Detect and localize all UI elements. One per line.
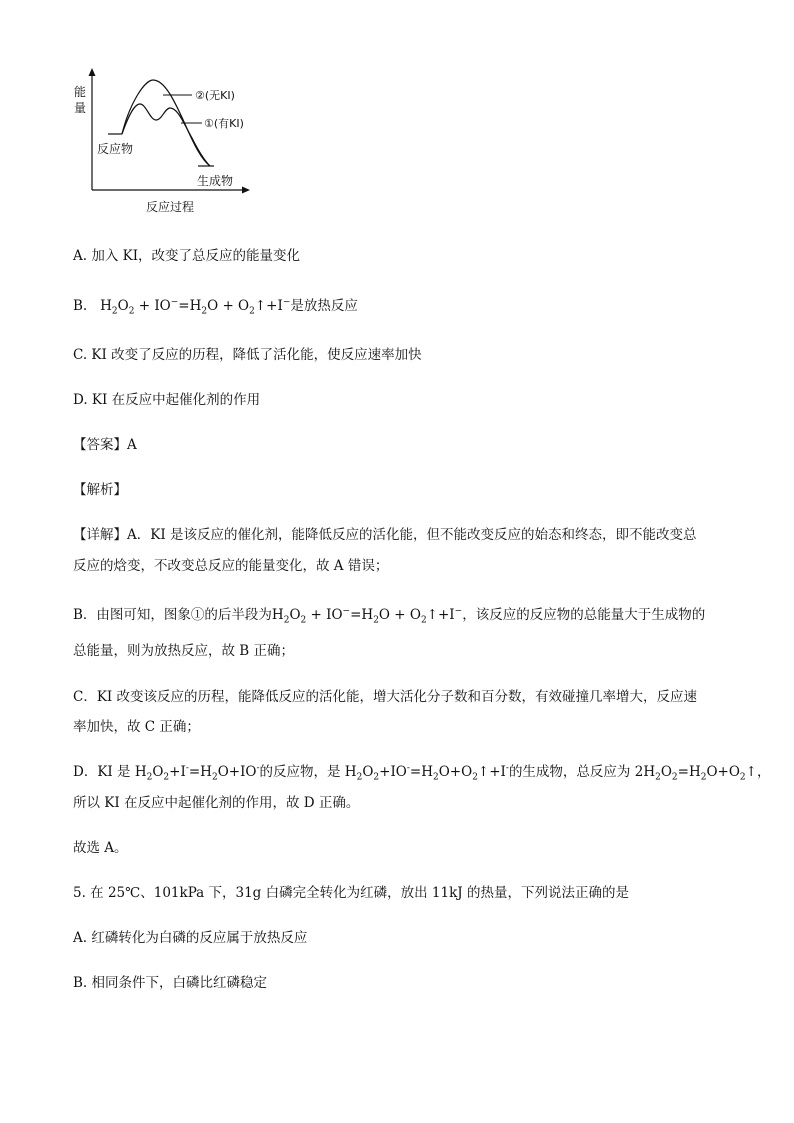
x-axis-label: 反应过程	[146, 200, 195, 214]
option-b-equation: $H_2O_2 + IO^-=H_2O$ + $O_2↑+I^-$	[91, 297, 291, 317]
option-a: A. 加入 KI，改变了总反应的能量变化	[73, 248, 301, 264]
detail-p2-line1-a: B．由图可知，图象①的后半段为	[73, 607, 272, 623]
detail-p2-line1-b: ，该反应的反应物的总能量大于生成物的	[462, 607, 706, 623]
y-axis-label-2: 量	[74, 101, 87, 115]
detail-p4-line2: 所以 KI 在反应中起催化剂的作用，故 D 正确。	[73, 795, 360, 811]
curve-1-with-ki	[122, 104, 210, 166]
q5-option-b: B. 相同条件下，白磷比红磷稳定	[73, 975, 268, 991]
detail-p1-line1: 【详解】A．KI 是该反应的催化剂，能降低反应的活化能，但不能改变反应的始态和终态，即不能改变总	[73, 527, 697, 543]
detail-p2-line2: 总能量，则为放热反应，故 B 正确；	[73, 643, 295, 659]
x-axis-arrow	[242, 187, 250, 194]
option-b	[73, 297, 358, 315]
option-b-prefix: B.	[73, 298, 88, 314]
analysis-tag: 【解析】	[73, 482, 127, 498]
detail-p1-line2: 反应的焓变，不改变总反应的能量变化，故 A 错误；	[73, 558, 389, 574]
y-axis-arrow	[89, 68, 96, 76]
energy-diagram	[70, 62, 270, 222]
curve-1-label: ①(有KI)	[204, 117, 244, 130]
y-axis-label-1: 能	[74, 85, 87, 99]
detail-p3-line1: C．KI 改变该反应的历程，能降低反应的活化能，增大活化分子数和百分数，有效碰撞几率增大，反应速	[73, 689, 698, 705]
detail-p4-line1: D．KI 是 $H_2O_2+I^-=H_2O+IO^-$的反应物，是 $H_2O_2+IO^-=H_2O+O_2↑+I^-$的生成物，总反应为 $2H_2O_2=H_2O+O_2↑$，	[73, 763, 771, 783]
q5-stem: 5. 在 25℃、101kPa 下，31g 白磷完全转化为红磷，放出 11kJ 的热量，下列说法正确的是	[73, 885, 629, 901]
answer-value: A	[127, 437, 137, 453]
option-c: C. KI 改变了反应的历程，降低了活化能，使反应速率加快	[73, 347, 422, 363]
detail-p2-equation: $H_2O_2 + IO^-=H_2O$ + $O_2↑+I^-$	[271, 606, 463, 626]
curve-2-label: ②(无KI)	[195, 89, 235, 102]
option-d: D. KI 在反应中起催化剂的作用	[73, 392, 261, 408]
answer-line	[73, 436, 137, 454]
option-b-suffix: 是放热反应	[290, 298, 358, 314]
product-label: 生成物	[197, 174, 234, 188]
detail-p2-line1	[73, 606, 705, 624]
answer-tag: 【答案】	[73, 437, 127, 453]
detail-p3-line2: 率加快，故 C 正确；	[73, 719, 200, 735]
reactant-label: 反应物	[97, 142, 134, 156]
q5-option-a: A. 红磷转化为白磷的反应属于放热反应	[73, 930, 308, 946]
detail-conclusion: 故选 A。	[73, 840, 128, 856]
